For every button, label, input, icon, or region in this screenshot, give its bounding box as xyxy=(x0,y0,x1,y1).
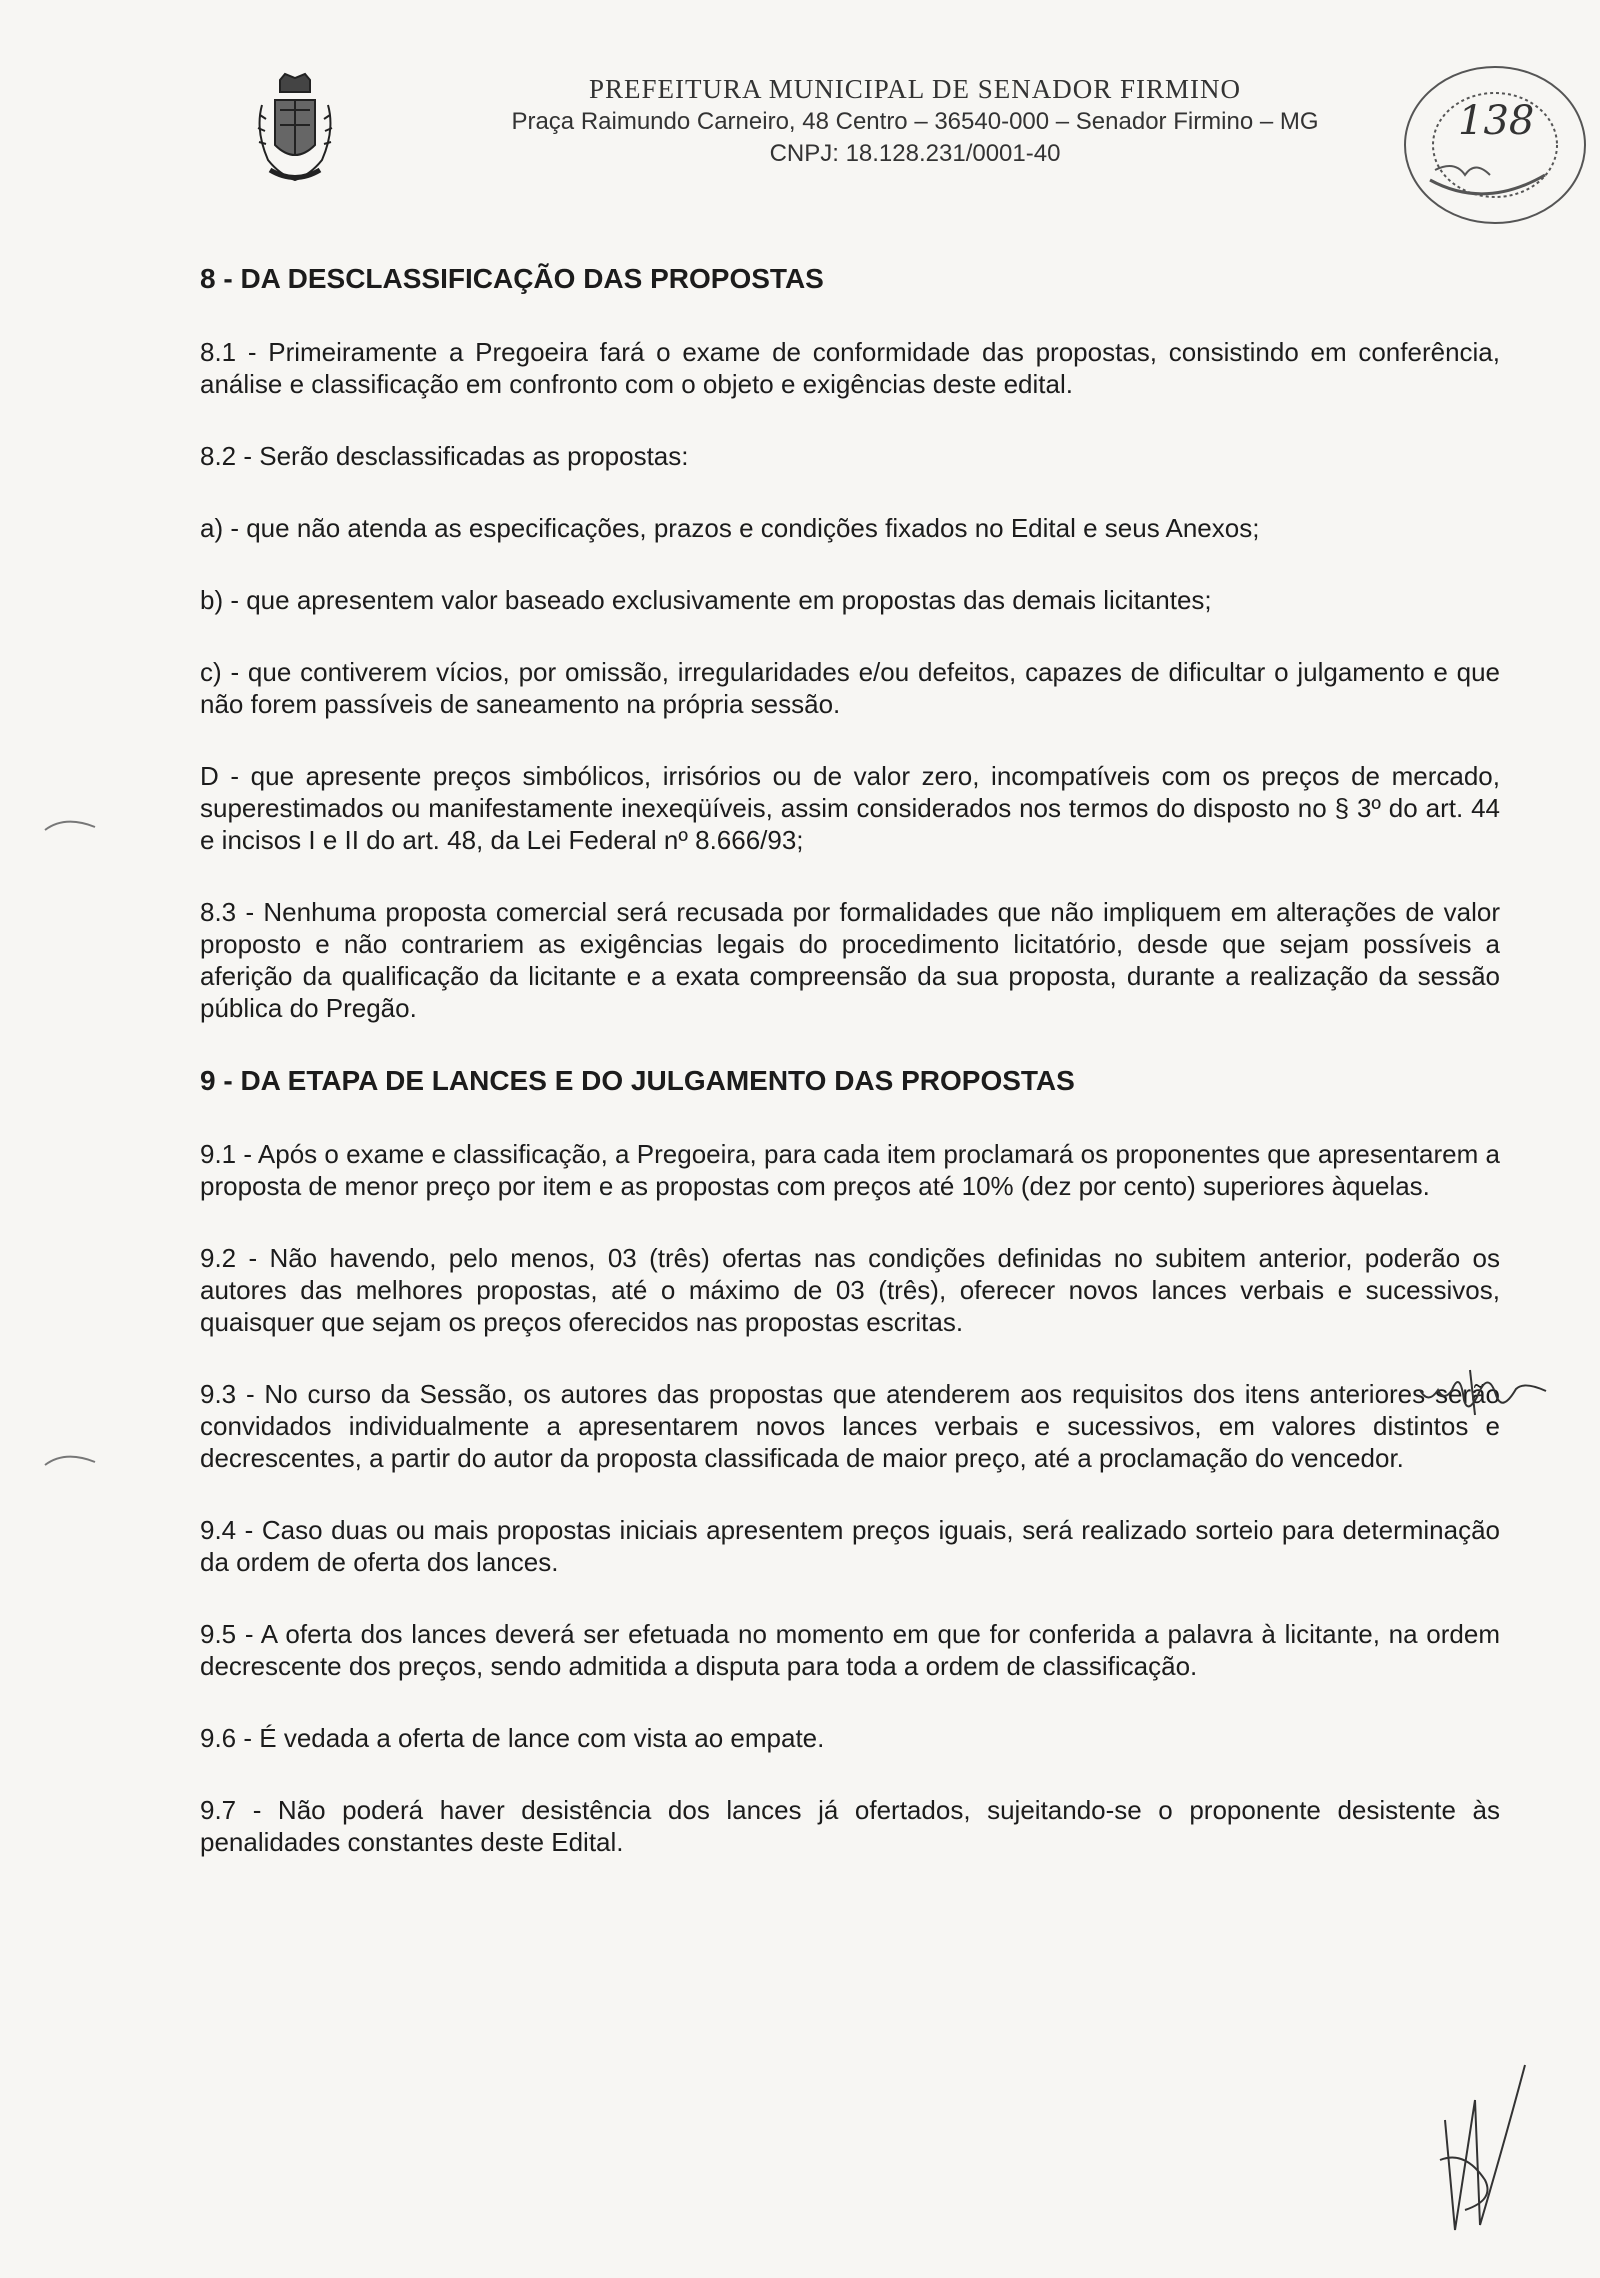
document-body xyxy=(200,262,1500,1898)
paragraph-9-7: 9.7 - Não poderá haver desistência dos lances já ofertados, sujeitando-se o proponente desistente às penalidades constantes deste Edital. xyxy=(200,1795,1500,1857)
paragraph-8-1: 8.1 - Primeiramente a Pregoeira fará o exame de conformidade das propostas, consistindo em conferência, análise e classificação em confronto com o objeto e exigências deste edital. xyxy=(200,337,1500,399)
section-heading-8: 8 - DA DESCLASSIFICAÇÃO DAS PROPOSTAS xyxy=(200,263,824,294)
letterhead-title: PREFEITURA MUNICIPAL DE SENADOR FIRMINO xyxy=(588,74,1242,104)
paragraph-9-5: 9.5 - A oferta dos lances deverá ser efetuada no momento em que for conferida a palavra à licitante, na ordem decrescente dos preços, sendo admitida a disputa para toda a ordem de classificação. xyxy=(200,1619,1500,1681)
stamp-page-number: 138 xyxy=(1458,98,1535,144)
paragraph-9-4: 9.4 - Caso duas ou mais propostas iniciais apresentem preços iguais, será realizado sorteio para determinação da ordem de oferta dos lances. xyxy=(200,1515,1500,1577)
handwritten-signature xyxy=(1425,2060,1535,2240)
paragraph-8-2-a: a) - que não atenda as especificações, prazos e condições fixados no Edital e seus Anexos; xyxy=(200,513,1260,543)
paragraph-9-1: 9.1 - Após o exame e classificação, a Pregoeira, para cada item proclamará os proponentes que apresentarem a proposta de menor preço por item e as propostas com preços até 10% (dez por cento) superiores àquelas. xyxy=(200,1139,1500,1201)
paragraph-8-2-b: b) - que apresentem valor baseado exclusivamente em propostas das demais licitantes; xyxy=(200,585,1212,615)
paragraph-8-2: 8.2 - Serão desclassificadas as propostas: xyxy=(200,441,689,471)
section-heading-9: 9 - DA ETAPA DE LANCES E DO JULGAMENTO DAS PROPOSTAS xyxy=(200,1065,1075,1096)
letterhead-cnpj: CNPJ: 18.128.231/0001-40 xyxy=(769,140,1061,167)
paragraph-8-2-d: D - que apresente preços simbólicos, irrisórios ou de valor zero, incompatíveis com os preços de mercado, superestimados ou manifestamente inexeqüíveis, assim considerados nos termos do disposto no § 3º do art. 44 e incisos I e II do art. 48, da Lei Federal nº 8.666/93; xyxy=(200,761,1500,855)
paragraph-8-3: 8.3 - Nenhuma proposta comercial será recusada por formalidades que não impliquem em alterações de valor proposto e não contrariem as exigências legais do procedimento licitatório, desde que sejam possíveis a aferição da qualificação da licitante e a exata compreensão da sua proposta, durante a realização da sessão pública do Pregão. xyxy=(200,897,1500,1023)
municipal-coat-of-arms-icon xyxy=(250,70,340,190)
letterhead xyxy=(420,72,1410,170)
commission-stamp-icon xyxy=(1395,60,1595,230)
letterhead-address: Praça Raimundo Carneiro, 48 Centro – 36540-000 – Senador Firmino – MG xyxy=(511,108,1319,135)
paragraph-8-2-c: c) - que contiverem vícios, por omissão, irregularidades e/ou defeitos, capazes de dificultar o julgamento e que não forem passíveis de saneamento na própria sessão. xyxy=(200,657,1500,719)
paragraph-9-2: 9.2 - Não havendo, pelo menos, 03 (três) ofertas nas condições definidas no subitem anterior, poderão os autores das melhores propostas, até o máximo de 03 (três), oferecer novos lances verbais e sucessivos, quaisquer que sejam os preços oferecidos nas propostas escritas. xyxy=(200,1243,1500,1337)
margin-mark xyxy=(40,1450,100,1470)
handwritten-rubric xyxy=(1415,1360,1555,1420)
paragraph-9-3: 9.3 - No curso da Sessão, os autores das propostas que atenderem aos requisitos dos itens anteriores serão convidados individualmente a apresentarem novos lances verbais e sucessivos, em valores distintos e decrescentes, a partir do autor da proposta classificada de maior preço, até a proclamação do vencedor. xyxy=(200,1379,1500,1473)
margin-mark xyxy=(40,815,100,835)
paragraph-9-6: 9.6 - É vedada a oferta de lance com vista ao empate. xyxy=(200,1723,825,1753)
